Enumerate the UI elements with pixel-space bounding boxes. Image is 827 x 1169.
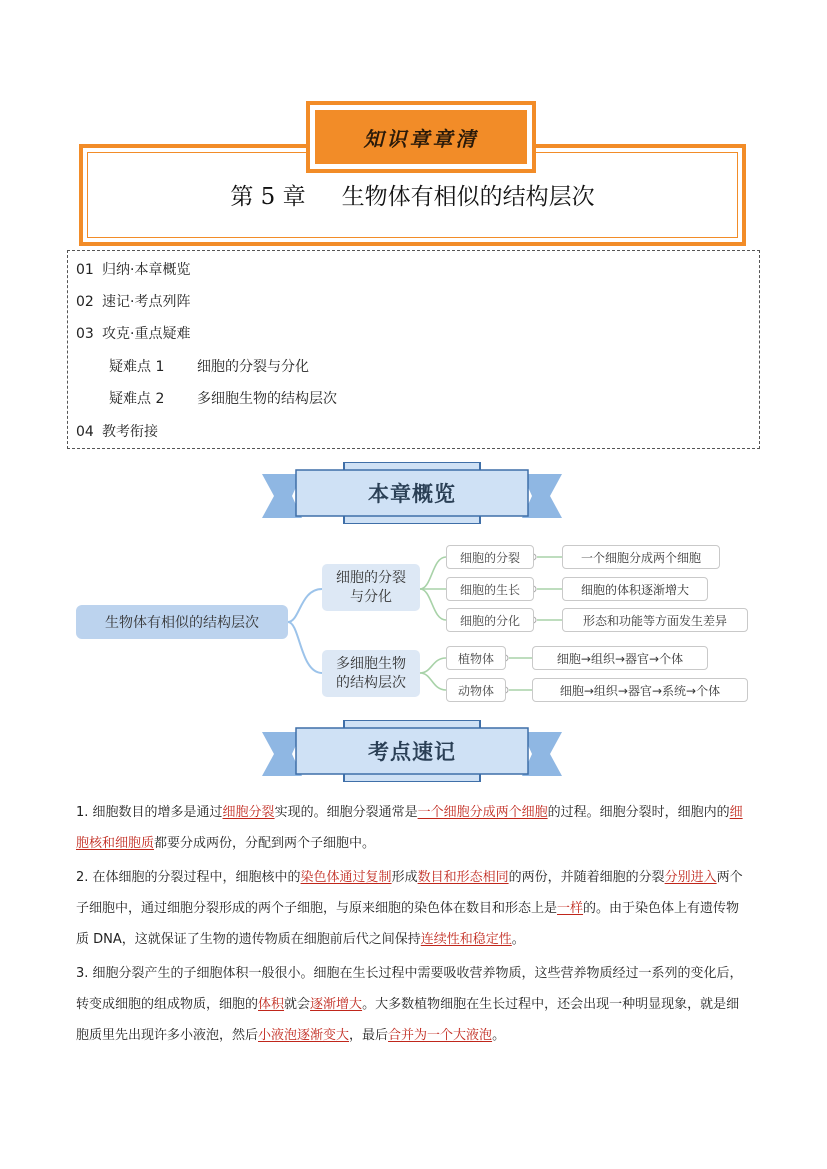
mindmap-detail-animal: 细胞→组织→器官→系统→个体 [532, 678, 748, 702]
chapter-title: 生物体有相似的结构层次 [341, 184, 595, 210]
paragraph-text: 两个子细胞中，通过细胞分裂形成的两个子细胞，与原来细胞的染色体在数目和形态上是 [76, 870, 743, 916]
mindmap-node-cell-differentiation: 细胞的分化 [446, 608, 534, 632]
key-point-1 [76, 797, 752, 859]
mindmap-node-plant: 植物体 [446, 646, 506, 670]
toc-item-02[interactable]: 02 速记·考点列阵 [76, 294, 191, 310]
key-term: 连续性和稳定性 [420, 932, 512, 947]
mindmap-detail-differentiation: 形态和功能等方面发生差异 [562, 608, 748, 632]
chapter-number: 第 5 章 [230, 184, 306, 210]
section-title-key-points: 考点速记 [368, 740, 456, 764]
paragraph-text: 就会 [284, 997, 311, 1012]
key-term: 小液泡逐渐变大 [258, 1028, 350, 1043]
key-point-2 [76, 862, 752, 955]
section-title-overview: 本章概览 [368, 482, 456, 506]
paragraph-text: 1. 细胞数目的增多是通过 [76, 805, 223, 820]
paragraph-text: ，最后 [349, 1028, 389, 1043]
header-tag [306, 101, 536, 173]
paragraph-text: 。大多数植物细胞在生长过程中，还会出现一种明显现象，就是细胞质里先出现许多小液泡，然后 [76, 997, 740, 1043]
key-term: 一个细胞分成两个细胞 [417, 805, 548, 820]
paragraph-text: 都要分成两份，分配到两个子细胞中。 [154, 836, 376, 851]
mindmap-detail-growth: 细胞的体积逐渐增大 [562, 577, 708, 601]
mindmap-root: 生物体有相似的结构层次 [76, 605, 288, 639]
mindmap-detail-division: 一个细胞分成两个细胞 [562, 545, 720, 569]
key-term: 一样 [557, 901, 584, 916]
paragraph-text: 2. 在体细胞的分裂过程中，细胞核中的 [76, 870, 301, 885]
mindmap-node-division-differentiation: 细胞的分裂 与分化 [322, 564, 420, 611]
toc-item-04[interactable]: 04 教考衔接 [76, 424, 158, 440]
paragraph-text: 的过程。细胞分裂时，细胞内的 [547, 805, 730, 820]
toc-item-difficulty-1[interactable]: 疑难点 1 细胞的分裂与分化 [109, 359, 309, 375]
paragraph-text: 。 [511, 932, 525, 947]
key-term: 逐渐增大 [310, 997, 363, 1012]
toc-item-difficulty-2[interactable]: 疑难点 2 多细胞生物的结构层次 [109, 391, 337, 407]
toc-item-03[interactable]: 03 攻克·重点疑难 [76, 326, 191, 342]
key-term: 细胞核和细胞质 [76, 805, 743, 851]
mindmap-node-animal: 动物体 [446, 678, 506, 702]
paragraph-text: 。 [492, 1028, 506, 1043]
mindmap-node-cell-growth: 细胞的生长 [446, 577, 534, 601]
mindmap-detail-plant: 细胞→组织→器官→个体 [532, 646, 708, 670]
key-term: 合并为一个大液泡 [388, 1028, 493, 1043]
paragraph-text: 的两份，并随着细胞的分裂 [508, 870, 665, 885]
mindmap-node-structure-levels: 多细胞生物 的结构层次 [322, 650, 420, 697]
mindmap-node-cell-division: 细胞的分裂 [446, 545, 534, 569]
key-point-3 [76, 958, 752, 1051]
paragraph-text: 形成 [391, 870, 418, 885]
paragraph-text: 实现的。细胞分裂通常是 [274, 805, 418, 820]
key-term: 体积 [258, 997, 285, 1012]
paragraph-text: 3. 细胞分裂产生的子细胞体积一般很小。细胞在生长过程中需要吸收营养物质，这些营养物质经过一系列的变化后，转变成细胞的组成物质，细胞的 [76, 966, 743, 1012]
header-tag-text: 知识章章清 [363, 126, 479, 151]
key-term: 细胞分裂 [222, 805, 275, 820]
key-term: 染色体通过复制 [300, 870, 392, 885]
paragraph-text: 的。由于染色体上有遗传物质 DNA，这就保证了生物的遗传物质在细胞前后代之间保持 [76, 901, 740, 947]
toc-item-01[interactable]: 01 归纳·本章概览 [76, 262, 191, 278]
key-term: 数目和形态相同 [417, 870, 509, 885]
key-term: 分别进入 [664, 870, 717, 885]
section-ribbon-key-points [262, 720, 562, 782]
